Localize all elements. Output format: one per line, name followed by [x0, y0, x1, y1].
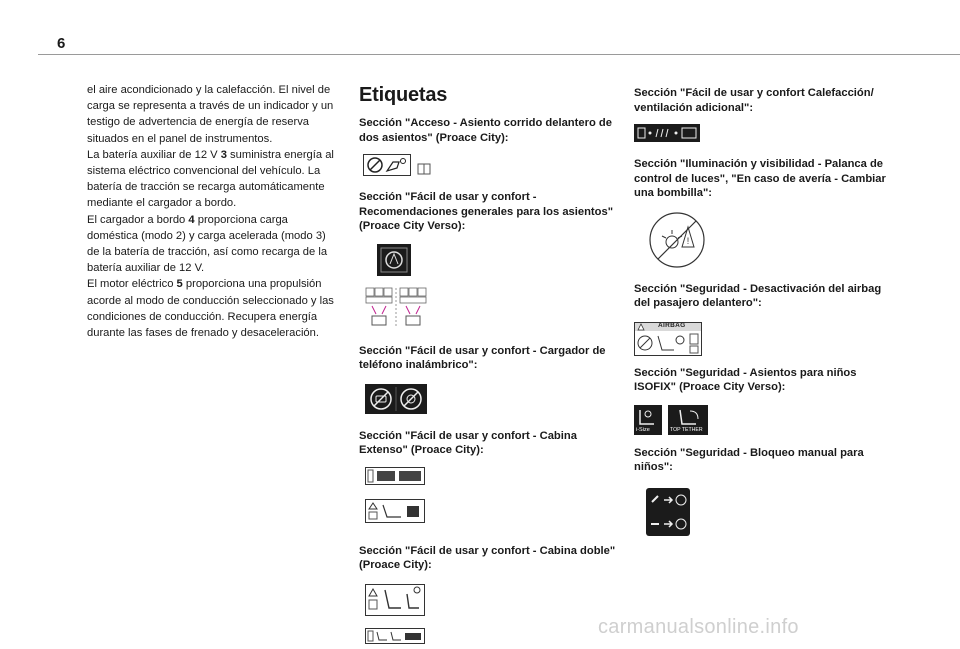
heading-isofix: Sección "Seguridad - Asientos para niños ISOFIX" (Proace City Verso):	[634, 366, 857, 393]
label-image-seat-rows	[364, 286, 621, 333]
intro-column	[87, 82, 341, 341]
heading-airbag: Sección "Seguridad - Desactivación del airbag del pasajero delantero":	[634, 282, 882, 309]
seat-recommendation-icon	[377, 244, 411, 276]
lamp-warning-icon	[648, 211, 706, 269]
airbag-seat-warning-icon	[363, 154, 411, 176]
intro-paragraph-2: La batería auxiliar de 12 V 3 suministra energía al sistema eléctrico convencional del vehículo. La batería de tracción se recarga automáticamente mediante el cargador a bordo.	[87, 148, 334, 210]
intro-paragraph-1: el aire acondicionado y la calefacción. El nivel de carga se representa a través de un indicador y un testigo de advertencia de energía de reserva situados en el panel de instrumentos.	[87, 84, 334, 145]
page-number: 6	[57, 35, 66, 52]
heading-asientos: Sección "Fácil de usar y confort - Recomendaciones generales para los asientos" (Proace City Verso):	[359, 191, 614, 232]
label-image-doble-1	[365, 584, 621, 621]
label-image-isofix	[634, 405, 896, 435]
svg-text:!: !	[686, 235, 690, 246]
seat-rows-icon	[364, 286, 428, 328]
airbag-label-text: AIRBAG	[658, 321, 686, 329]
heading-calefaccion: Sección "Fácil de usar y confort Calefacción/ ventilación adicional":	[634, 87, 874, 114]
label-image-extenso-1	[365, 467, 621, 490]
intro-paragraph-3: El cargador a bordo 4 proporciona carga doméstica (modo 2) y carga acelerada (modo 3) de la batería de tracción, así como recarga de la batería auxiliar de 12 V.	[87, 213, 328, 275]
label-image-acceso	[363, 154, 621, 176]
cabin-extenso-icon	[365, 467, 425, 485]
intro-paragraph-4: El motor eléctrico 5 proporciona una propulsión acorde al modo de conducción seleccionado y las condiciones de conducción. Recupera energía durante las fases de frenado y desaceleración.	[87, 278, 334, 340]
label-image-extenso-2	[365, 499, 621, 528]
label-image-airbag	[634, 322, 702, 356]
labels-column-2	[359, 82, 621, 649]
child-lock-icon	[646, 488, 690, 536]
label-image-cargador	[365, 384, 621, 419]
isize-text: i-Size	[636, 426, 650, 433]
heading-iluminacion: Sección "Iluminación y visibilidad - Palanca de control de luces", "En caso de avería - Cambiar una bombilla":	[634, 158, 886, 199]
label-image-doble-2	[365, 628, 621, 649]
cabin-seat-icon	[365, 499, 425, 523]
watermark: carmanualsonline.info	[598, 616, 799, 638]
book-icon	[417, 162, 431, 176]
heater-fuel-icon	[634, 124, 700, 142]
header-rule	[38, 54, 960, 55]
top-tether-label	[668, 405, 708, 435]
heading-bloqueo: Sección "Seguridad - Bloqueo manual para niños":	[634, 446, 864, 473]
labels-column-3	[634, 82, 896, 541]
top-tether-text: TOP TETHER	[670, 426, 703, 433]
label-image-calefaccion	[634, 124, 896, 147]
section-title: Etiquetas	[359, 84, 448, 106]
label-image-asientos	[377, 244, 621, 281]
isize-label	[634, 405, 662, 435]
wireless-charger-warning-icon	[365, 384, 427, 414]
heading-cargador: Sección "Fácil de usar y confort - Cargador de teléfono inalámbrico":	[359, 344, 606, 371]
heading-doble: Sección "Fácil de usar y confort - Cabina doble" (Proace City):	[359, 544, 616, 571]
label-image-iluminacion	[648, 211, 896, 274]
double-cabin-strip-icon	[365, 628, 425, 644]
heading-extenso: Sección "Fácil de usar y confort - Cabina Extenso" (Proace City):	[359, 429, 577, 456]
heading-acceso: Sección "Acceso - Asiento corrido delantero de dos asientos" (Proace City):	[359, 117, 612, 144]
double-cabin-seat-icon	[365, 584, 425, 616]
label-image-bloqueo	[646, 488, 896, 541]
